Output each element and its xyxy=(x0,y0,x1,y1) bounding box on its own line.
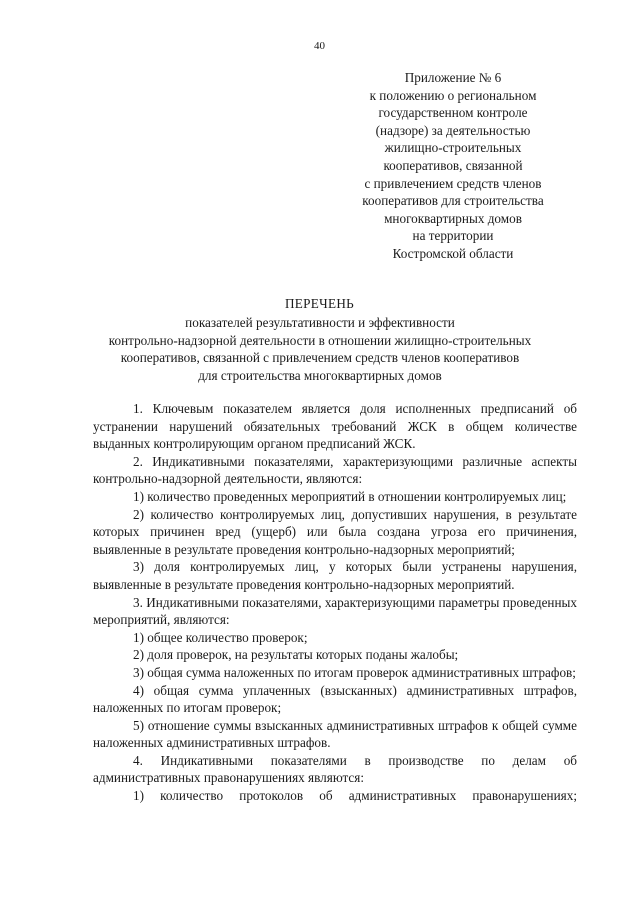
appendix-line: кооперативов, связанной xyxy=(383,157,523,173)
paragraph: 3) доля контролируемых лиц, у которых были устранены нарушения, выявленные в результате проведения контрольно-надзорных мероприятий. xyxy=(93,559,577,592)
subtitle-line: кооперативов, связанной с привлечением средств членов кооперативов xyxy=(120,350,520,366)
subtitle-line: для строительства многоквартирных домов xyxy=(198,367,442,383)
paragraph: 4) общая сумма уплаченных (взысканных) административных штрафов, наложенных по итогам проверок; xyxy=(93,682,577,716)
paragraph: 2) доля проверок, на результаты которых поданы жалобы; xyxy=(133,647,459,663)
page-number: 40 xyxy=(314,40,325,52)
paragraph: 2. Индикативными показателями, характеризующими различные аспекты контрольно-надзорной деятельности, являются: xyxy=(93,453,577,487)
subtitle-line: показателей результативности и эффективности xyxy=(185,315,455,330)
document-subtitle xyxy=(60,314,580,384)
appendix-line: Костромской области xyxy=(392,245,514,261)
document-title: ПЕРЕЧЕНЬ xyxy=(284,296,355,311)
appendix-line: государственном контроле xyxy=(378,105,528,121)
appendix-line: на территории xyxy=(412,228,494,244)
paragraph: 5) отношение суммы взысканных административных штрафов к общей сумме наложенных административных штрафов. xyxy=(93,717,577,751)
appendix-line: Приложение № 6 xyxy=(404,70,502,85)
paragraph: 2) количество контролируемых лиц, допустивших нарушения, в результате которых причинен вред (ущерб) или была создана угроза его причинения, выявленные в результате проведения контрольно-надзорных мероприятий; xyxy=(93,506,577,557)
appendix-line: кооперативов для строительства xyxy=(362,193,544,209)
paragraph: 3. Индикативными показателями, характеризующими параметры проведенных мероприятий, являются: xyxy=(93,594,577,628)
paragraph: 1) общее количество проверок; xyxy=(133,629,308,645)
appendix-line: многоквартирных домов xyxy=(384,210,522,226)
paragraph: 1. Ключевым показателем является доля исполненных предписаний об устранении нарушений обязательных требований ЖСК в общем количестве выданных контролирующим органом предписаний ЖСК. xyxy=(93,401,577,452)
paragraph: 4. Индикативными показателями в производстве по делам об административных правонарушениях являются: xyxy=(93,752,577,786)
appendix-line: жилищно-строительных xyxy=(384,140,522,156)
appendix-line: к положению о региональном xyxy=(369,87,537,103)
document-body xyxy=(93,400,577,805)
appendix-line: (надзоре) за деятельностью xyxy=(375,122,531,138)
appendix-line: с привлечением средств членов xyxy=(364,175,542,191)
paragraph: 3) общая сумма наложенных по итогам проверок административных штрафов; xyxy=(133,664,576,680)
subtitle-line: контрольно-надзорной деятельности в отношении жилищно-строительных xyxy=(108,332,532,348)
paragraph: 1) количество протоколов об административных правонарушениях; xyxy=(133,788,577,804)
appendix-header xyxy=(352,69,554,263)
paragraph: 1) количество проведенных мероприятий в отношении контролируемых лиц; xyxy=(133,488,567,504)
